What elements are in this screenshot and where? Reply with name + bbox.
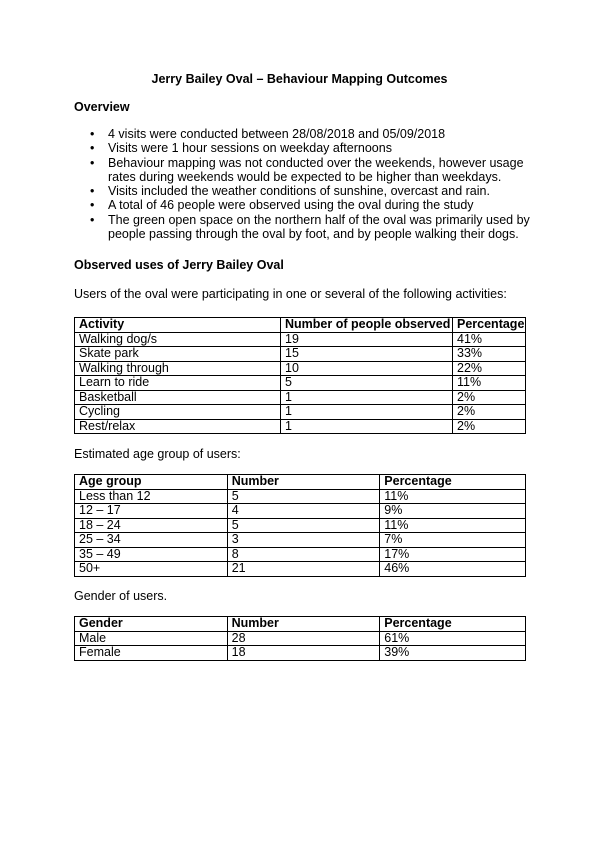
activity-cell: Cycling [75, 405, 281, 420]
table-row [75, 489, 526, 504]
percentage-cell: 11% [380, 518, 526, 533]
percentage-cell: 17% [380, 547, 526, 562]
age-intro: Estimated age group of users: [74, 447, 241, 461]
percentage-cell: 41% [453, 332, 526, 347]
percentage-cell: 2% [453, 419, 526, 434]
count-cell: 4 [227, 504, 380, 519]
percentage-cell: 39% [380, 646, 526, 661]
gender-cell: Male [75, 631, 228, 646]
activity-cell: Learn to ride [75, 376, 281, 391]
bullet-icon: • [90, 184, 95, 199]
gender-table [74, 616, 526, 661]
age-group-cell: Less than 12 [75, 489, 228, 504]
observed-uses-intro: Users of the oval were participating in one or several of the following activities: [74, 287, 507, 301]
bullet-icon: • [90, 212, 95, 227]
table-row [75, 504, 526, 519]
document-title: Jerry Bailey Oval – Behaviour Mapping Outcomes [151, 72, 448, 86]
gender-intro: Gender of users. [74, 589, 168, 603]
age-group-cell: 25 – 34 [75, 533, 228, 548]
activity-cell: Rest/relax [75, 419, 281, 434]
count-cell: 5 [227, 489, 380, 504]
count-cell: 1 [281, 419, 453, 434]
column-header: Percentage [453, 318, 526, 333]
column-header: Number [227, 617, 380, 632]
overview-bullet-list [74, 127, 534, 241]
table-row [75, 405, 526, 420]
table-row [75, 347, 526, 362]
count-cell: 8 [227, 547, 380, 562]
gender-cell: Female [75, 646, 228, 661]
bullet-item: • 4 visits were conducted between 28/08/2018 and 05/09/2018 [90, 127, 446, 141]
count-cell: 10 [281, 361, 453, 376]
count-cell: 1 [281, 390, 453, 405]
column-header: Activity [75, 318, 281, 333]
age-group-cell: 12 – 17 [75, 504, 228, 519]
count-cell: 5 [281, 376, 453, 391]
age-group-cell: 35 – 49 [75, 547, 228, 562]
age-group-cell: 50+ [75, 562, 228, 577]
activity-cell: Walking dog/s [75, 332, 281, 347]
table-row [75, 547, 526, 562]
activity-table [74, 317, 526, 434]
percentage-cell: 7% [380, 533, 526, 548]
bullet-icon: • [90, 141, 95, 156]
count-cell: 1 [281, 405, 453, 420]
table-row [75, 631, 526, 646]
count-cell: 18 [227, 646, 380, 661]
bullet-icon: • [90, 155, 95, 170]
table-row [75, 646, 526, 661]
observed-uses-heading: Observed uses of Jerry Bailey Oval [74, 258, 284, 272]
count-cell: 21 [227, 562, 380, 577]
table-row [75, 562, 526, 577]
table-row [75, 361, 526, 376]
bullet-item: • A total of 46 people were observed using the oval during the study [90, 198, 474, 213]
activity-cell: Skate park [75, 347, 281, 362]
activity-cell: Basketball [75, 390, 281, 405]
activity-cell: Walking through [75, 361, 281, 376]
bullet-item: • Visits were 1 hour sessions on weekday afternoons [90, 141, 392, 156]
percentage-cell: 11% [453, 376, 526, 391]
table-row [75, 376, 526, 391]
overview-heading: Overview [74, 100, 130, 114]
age-group-cell: 18 – 24 [75, 518, 228, 533]
bullet-item: • Behaviour mapping was not conducted over the weekends, however usage rates during weekends would be expected to be higher than weekdays. [90, 155, 524, 184]
table-row [75, 332, 526, 347]
column-header: Age group [75, 475, 228, 490]
count-cell: 5 [227, 518, 380, 533]
table-header-row [75, 318, 526, 333]
bullet-item: • Visits included the weather conditions of sunshine, overcast and rain. [90, 184, 490, 199]
table-row [75, 533, 526, 548]
table-row [75, 518, 526, 533]
column-header: Number [227, 475, 380, 490]
count-cell: 28 [227, 631, 380, 646]
column-header: Gender [75, 617, 228, 632]
table-header-row [75, 617, 526, 632]
bullet-item: • The green open space on the northern half of the oval was primarily used by people passing through the oval by foot, and by people walking their dogs. [90, 212, 530, 242]
table-row [75, 390, 526, 405]
bullet-icon: • [90, 198, 95, 213]
age-group-table [74, 474, 526, 577]
count-cell: 3 [227, 533, 380, 548]
percentage-cell: 9% [380, 504, 526, 519]
percentage-cell: 22% [453, 361, 526, 376]
percentage-cell: 61% [380, 631, 526, 646]
percentage-cell: 2% [453, 405, 526, 420]
count-cell: 19 [281, 332, 453, 347]
count-cell: 15 [281, 347, 453, 362]
column-header: Percentage [380, 617, 526, 632]
percentage-cell: 46% [380, 562, 526, 577]
percentage-cell: 33% [453, 347, 526, 362]
column-header: Percentage [380, 475, 526, 490]
column-header: Number of people observed [281, 318, 453, 333]
bullet-icon: • [90, 127, 95, 141]
table-row [75, 419, 526, 434]
table-header-row [75, 475, 526, 490]
percentage-cell: 2% [453, 390, 526, 405]
percentage-cell: 11% [380, 489, 526, 504]
